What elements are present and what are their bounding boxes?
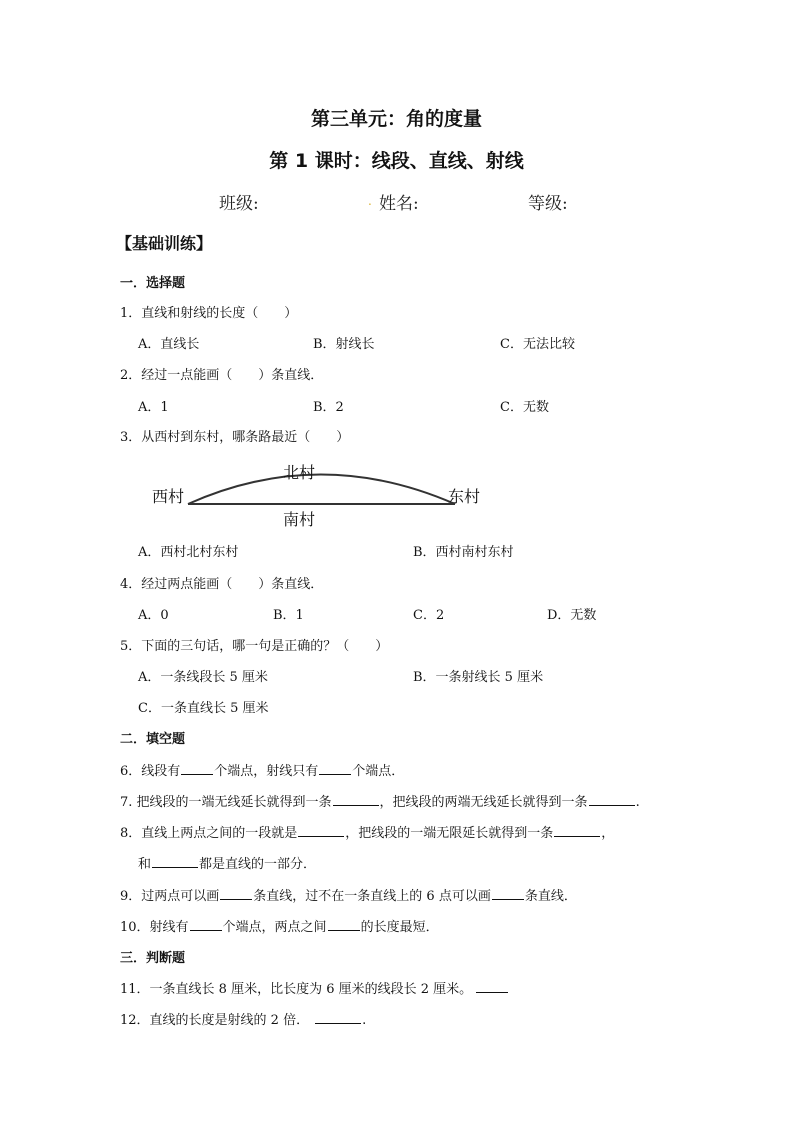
class-label: 班级: [219,194,259,214]
village-route-diagram [140,455,500,535]
q3-option-a: A．西村北村东村 [138,545,239,560]
question-2: 2．经过一点能画（ ）条直线． [120,368,324,383]
q8-blank-2[interactable] [554,824,600,837]
q6-text-2: 个端点，射线只有 [214,764,319,779]
q2-option-a: A．1 [138,400,169,415]
question-3: 3．从西村到东村，哪条路最近（ ） [120,430,350,445]
question-7 [120,791,640,810]
q7-text-2: ，把线段的两端无线延长就得到一条 [379,795,588,810]
section-basic-training: 【基础训练】 [116,234,213,253]
q9-blank-2[interactable] [492,887,524,900]
q7-text-3: . [635,795,640,810]
name-label: 姓名: [379,194,419,214]
q5-option-c: C．一条直线长 5 厘米 [138,701,269,716]
q6-text-3: 个端点． [352,764,405,779]
label-east-village: 东村 [448,487,481,506]
q7-text-1: 7. 把线段的一端无线延长就得到一条 [120,795,332,810]
q12-text-2: . [362,1013,367,1028]
q4-option-d: D．无数 [547,608,597,623]
question-9 [120,885,577,904]
q5-option-a: A．一条线段长 5 厘米 [138,670,268,685]
lesson-title: 第 1 课时：线段、直线、射线 [269,150,524,172]
q3-option-b: B．西村南村东村 [413,545,514,560]
label-north-village: 北村 [283,463,316,482]
section-judge: 三．判断题 [120,951,186,966]
q9-blank-1[interactable] [220,887,252,900]
q2-option-c: C．无数 [500,400,549,415]
question-5: 5．下面的三句话，哪一句是正确的？（ ） [120,639,389,654]
question-10 [120,916,439,935]
q4-option-b: B．1 [273,608,304,623]
q2-option-b: B．2 [313,400,344,415]
q9-text-3: 条直线． [524,889,577,904]
q5-option-b: B．一条射线长 5 厘米 [413,670,544,685]
label-west-village: 西村 [152,487,185,506]
q9-text-2: 条直线，过不在一条直线上的 6 点可以画 [253,889,491,904]
q7-blank-1[interactable] [333,793,379,806]
q8-blank-3[interactable] [152,855,198,868]
north-route-arc [188,475,455,505]
q1-option-c: C．无法比较 [500,337,575,352]
q9-text-1: 9．过两点可以画 [120,889,220,904]
q11-text-1: 11．一条直线长 8 厘米，比长度为 6 厘米的线段长 2 厘米。 [120,982,473,997]
grade-label: 等级: [528,194,568,214]
unit-title: 第三单元：角的度量 [310,108,482,130]
q12-blank[interactable] [315,1011,361,1024]
q10-text-2: 个端点，两点之间 [222,920,327,935]
q11-blank[interactable] [476,980,508,993]
q12-text-1: 12．直线的长度是射线的 2 倍． [120,1013,310,1028]
question-11 [120,978,509,997]
question-8 [120,822,614,841]
section-fill: 二．填空题 [120,732,186,747]
q10-blank-1[interactable] [190,918,222,931]
q10-blank-2[interactable] [328,918,360,931]
q6-text-1: 6．线段有 [120,764,181,779]
q4-option-c: C．2 [413,608,445,623]
q8-blank-1[interactable] [298,824,344,837]
q1-option-b: B．射线长 [313,337,375,352]
question-8-line-2 [138,853,316,872]
question-1: 1．直线和射线的长度（ ） [120,306,298,321]
section-choice: 一．选择题 [120,276,186,291]
q4-option-a: A．0 [138,608,169,623]
q7-blank-2[interactable] [589,793,635,806]
q10-text-3: 的长度最短． [360,920,439,935]
label-south-village: 南村 [283,510,316,529]
q1-option-a: A．直线长 [138,337,200,352]
q6-blank-1[interactable] [181,762,213,775]
q6-blank-2[interactable] [319,762,351,775]
question-4: 4．经过两点能画（ ）条直线． [120,577,324,592]
q8-text-4: 和 [138,857,152,872]
question-12 [120,1009,366,1028]
q8-text-5: 都是直线的一部分． [199,857,317,872]
question-6 [120,760,404,779]
q10-text-1: 10．射线有 [120,920,189,935]
q8-text-1: 8．直线上两点之间的一段就是 [120,826,298,841]
q8-text-2: ，把线段的一端无限延长就得到一条 [345,826,554,841]
decorative-dot: . [368,194,372,208]
q8-text-3: ， [601,826,615,841]
